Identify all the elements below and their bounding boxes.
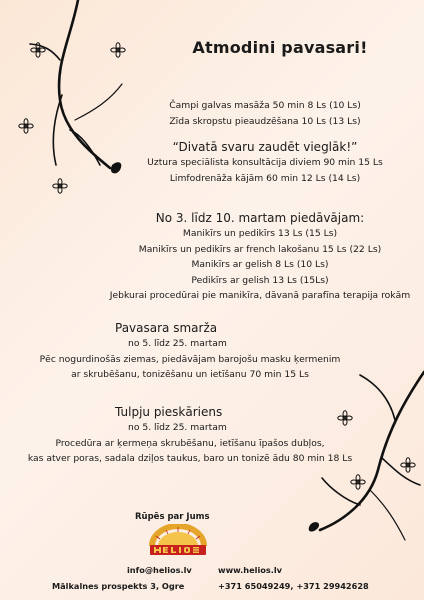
email-link[interactable]: info@helios.lv	[127, 565, 192, 575]
offer-line: Pedikīrs ar gelish 13 Ls (15Ls)	[191, 274, 329, 286]
offer-line: Manikīrs ar gelish 8 Ls (10 Ls)	[191, 259, 329, 270]
offer-dates: no 5. līdz 25. martam	[128, 338, 227, 349]
tagline: Rūpēs par Jums	[135, 512, 210, 522]
offer-block-spring	[20, 320, 360, 383]
section-heading: Pavasara smarža	[115, 321, 218, 335]
offer-dates: no 5. līdz 25. martam	[128, 422, 227, 433]
address: Mālkalnes prospekts 3, Ogre	[52, 581, 185, 591]
section-heading: Tulpju pieskāriens	[115, 405, 223, 419]
section-heading: No 3. līdz 10. martam piedāvājam:	[155, 211, 365, 225]
offer-line: Manikīrs un pedikīrs ar french lakošanu 15 Ls (22 Ls)	[138, 243, 382, 255]
helios-logo	[146, 524, 210, 558]
offer-line: Procedūra ar ķermeņa skrubēšanu, ietīšanu īpašos dubļos,	[55, 437, 325, 449]
offer-line: Uztura speciālista konsultācija diviem 90 min 15 Ls	[147, 157, 383, 168]
offer-line: Manikīrs un pedikīrs 13 Ls (15 Ls)	[182, 228, 338, 239]
offer-line: Pēc nogurdinošās ziemas, piedāvājam barojošu masku ķermenim	[39, 353, 341, 365]
tulip-branch-left	[30, 0, 122, 168]
offer-line: kas atver poras, sadala dziļos taukus, baro un tonizē ādu 80 min 18 Ls	[27, 453, 353, 464]
offer-block-massage	[130, 98, 400, 129]
offer-block-weight	[130, 139, 400, 186]
offer-line: Čampi galvas masāža 50 min 8 Ls (10 Ls)	[169, 100, 361, 111]
offer-line: Zīda skropstu pieaudzēšana 10 Ls (13 Ls)	[169, 115, 361, 127]
offer-line: Jebkurai procedūrai pie manikīra, dāvanā parafīna terapija rokām	[109, 290, 411, 301]
offer-block-manicure	[95, 210, 424, 304]
offer-block-tulip	[20, 404, 360, 467]
offer-line: Limfodrenāža kājām 60 min 12 Ls (14 Ls)	[169, 172, 361, 184]
website-link[interactable]: www.helios.lv	[218, 565, 283, 575]
offer-line: ar skrubēšanu, tonizēšanu un ietīšanu 70 min 15 Ls	[71, 369, 309, 380]
section-heading: “Divatā svaru zaudēt vieglāk!”	[172, 140, 358, 154]
phone-numbers: +371 65049249, +371 29942628	[218, 581, 369, 591]
page-title: Atmodini pavasari!	[192, 38, 368, 57]
